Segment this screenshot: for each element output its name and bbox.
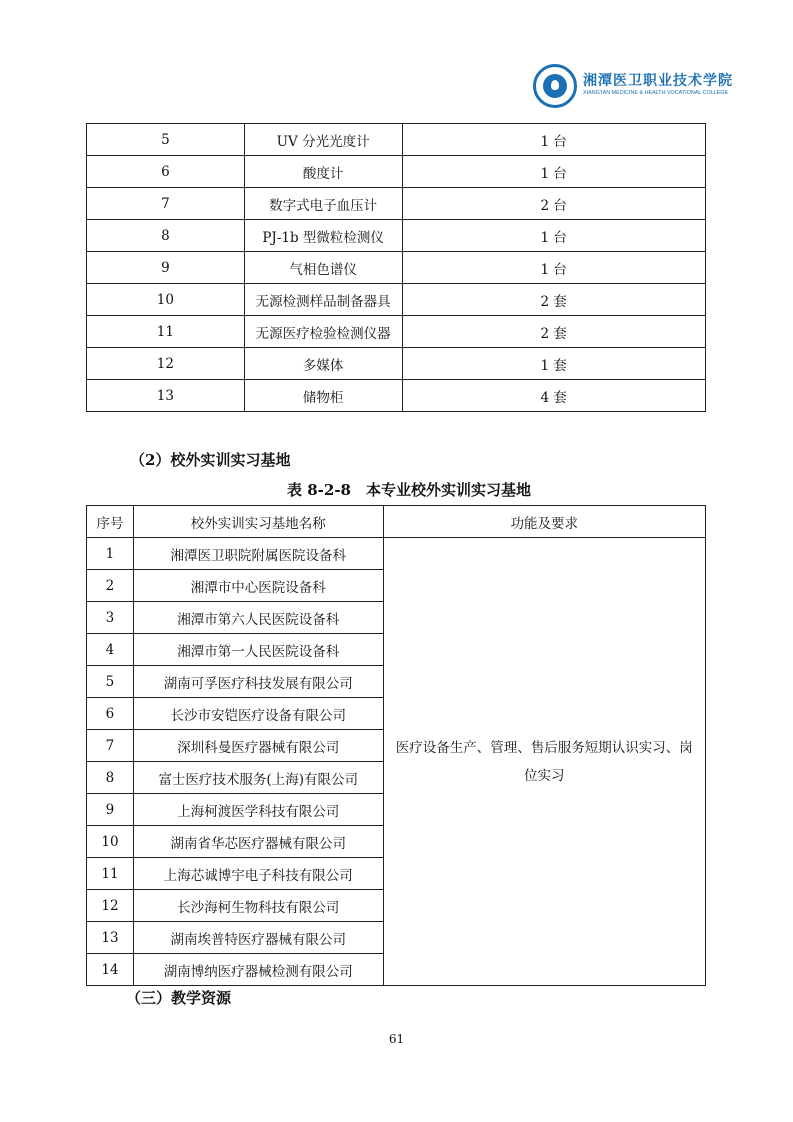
base-name: 长沙市安铠医疗设备有限公司 bbox=[133, 698, 383, 730]
training-bases-table bbox=[86, 505, 706, 986]
section-heading: （2）校外实训实习基地 bbox=[130, 451, 291, 469]
row-number: 1 bbox=[87, 538, 134, 570]
equipment-quantity: 2 套 bbox=[402, 284, 706, 316]
base-name: 湖南博纳医疗器械检测有限公司 bbox=[133, 954, 383, 986]
base-name: 湘潭市第六人民医院设备科 bbox=[133, 602, 383, 634]
header-function: 功能及要求 bbox=[383, 506, 706, 538]
row-number: 6 bbox=[87, 698, 134, 730]
row-number: 10 bbox=[87, 826, 134, 858]
base-name: 长沙海柯生物科技有限公司 bbox=[133, 890, 383, 922]
row-number: 7 bbox=[87, 730, 134, 762]
row-number: 11 bbox=[87, 316, 245, 348]
row-number: 8 bbox=[87, 762, 134, 794]
equipment-name: 酸度计 bbox=[244, 156, 402, 188]
table-row bbox=[87, 380, 706, 412]
base-name: 上海柯渡医学科技有限公司 bbox=[133, 794, 383, 826]
equipment-name: 数字式电子血压计 bbox=[244, 188, 402, 220]
row-number: 10 bbox=[87, 284, 245, 316]
equipment-name: PJ-1b 型微粒检测仪 bbox=[244, 220, 402, 252]
equipment-quantity: 1 台 bbox=[402, 156, 706, 188]
table-row bbox=[87, 284, 706, 316]
equipment-quantity: 1 台 bbox=[402, 220, 706, 252]
base-name: 湖南可孚医疗科技发展有限公司 bbox=[133, 666, 383, 698]
row-number: 11 bbox=[87, 858, 134, 890]
header-base-name: 校外实训实习基地名称 bbox=[133, 506, 383, 538]
base-name: 上海芯诚博宇电子科技有限公司 bbox=[133, 858, 383, 890]
next-section-heading: （三）教学资源 bbox=[126, 989, 232, 1007]
equipment-name: 无源检测样品制备器具 bbox=[244, 284, 402, 316]
table-row bbox=[87, 124, 706, 156]
college-name: 湘潭医卫职业技术学院 bbox=[583, 73, 733, 89]
row-number: 4 bbox=[87, 634, 134, 666]
row-number: 5 bbox=[87, 666, 134, 698]
base-name: 湘潭医卫职院附属医院设备科 bbox=[133, 538, 383, 570]
table-row bbox=[87, 156, 706, 188]
header-number: 序号 bbox=[87, 506, 134, 538]
function-requirements: 医疗设备生产、管理、售后服务短期认识实习、岗位实习 bbox=[383, 538, 706, 986]
equipment-quantity: 1 套 bbox=[402, 348, 706, 380]
equipment-quantity: 4 套 bbox=[402, 380, 706, 412]
row-number: 7 bbox=[87, 188, 245, 220]
table-caption: 表 8-2-8 本专业校外实训实习基地 bbox=[287, 481, 531, 499]
equipment-table bbox=[86, 123, 706, 412]
equipment-quantity: 2 套 bbox=[402, 316, 706, 348]
row-number: 9 bbox=[87, 794, 134, 826]
table-row bbox=[87, 220, 706, 252]
row-number: 6 bbox=[87, 156, 245, 188]
base-name: 湖南埃普特医疗器械有限公司 bbox=[133, 922, 383, 954]
base-name: 富士医疗技术服务(上海)有限公司 bbox=[133, 762, 383, 794]
equipment-quantity: 1 台 bbox=[402, 124, 706, 156]
equipment-name: 储物柜 bbox=[244, 380, 402, 412]
table-row bbox=[87, 252, 706, 284]
row-number: 3 bbox=[87, 602, 134, 634]
row-number: 5 bbox=[87, 124, 245, 156]
table-row bbox=[87, 316, 706, 348]
row-number: 13 bbox=[87, 922, 134, 954]
equipment-name: 多媒体 bbox=[244, 348, 402, 380]
equipment-name: UV 分光光度计 bbox=[244, 124, 402, 156]
equipment-quantity: 2 台 bbox=[402, 188, 706, 220]
row-number: 14 bbox=[87, 954, 134, 986]
equipment-name: 无源医疗检验检测仪器 bbox=[244, 316, 402, 348]
table-row bbox=[87, 348, 706, 380]
row-number: 12 bbox=[87, 348, 245, 380]
row-number: 13 bbox=[87, 380, 245, 412]
college-english-name: XIANGTAN MEDICINE & HEALTH VOCATIONAL COLLEGE bbox=[583, 90, 729, 96]
equipment-name: 气相色谱仪 bbox=[244, 252, 402, 284]
base-name: 湘潭市第一人民医院设备科 bbox=[133, 634, 383, 666]
row-number: 12 bbox=[87, 890, 134, 922]
table-row bbox=[87, 538, 706, 570]
table-header-row bbox=[87, 506, 706, 538]
row-number: 2 bbox=[87, 570, 134, 602]
equipment-quantity: 1 台 bbox=[402, 252, 706, 284]
page-number: 61 bbox=[388, 1032, 405, 1046]
college-emblem-icon bbox=[533, 64, 577, 108]
college-logo bbox=[525, 64, 733, 110]
table-row bbox=[87, 188, 706, 220]
row-number: 9 bbox=[87, 252, 245, 284]
row-number: 8 bbox=[87, 220, 245, 252]
base-name: 湖南省华芯医疗器械有限公司 bbox=[133, 826, 383, 858]
base-name: 深圳科曼医疗器械有限公司 bbox=[133, 730, 383, 762]
base-name: 湘潭市中心医院设备科 bbox=[133, 570, 383, 602]
